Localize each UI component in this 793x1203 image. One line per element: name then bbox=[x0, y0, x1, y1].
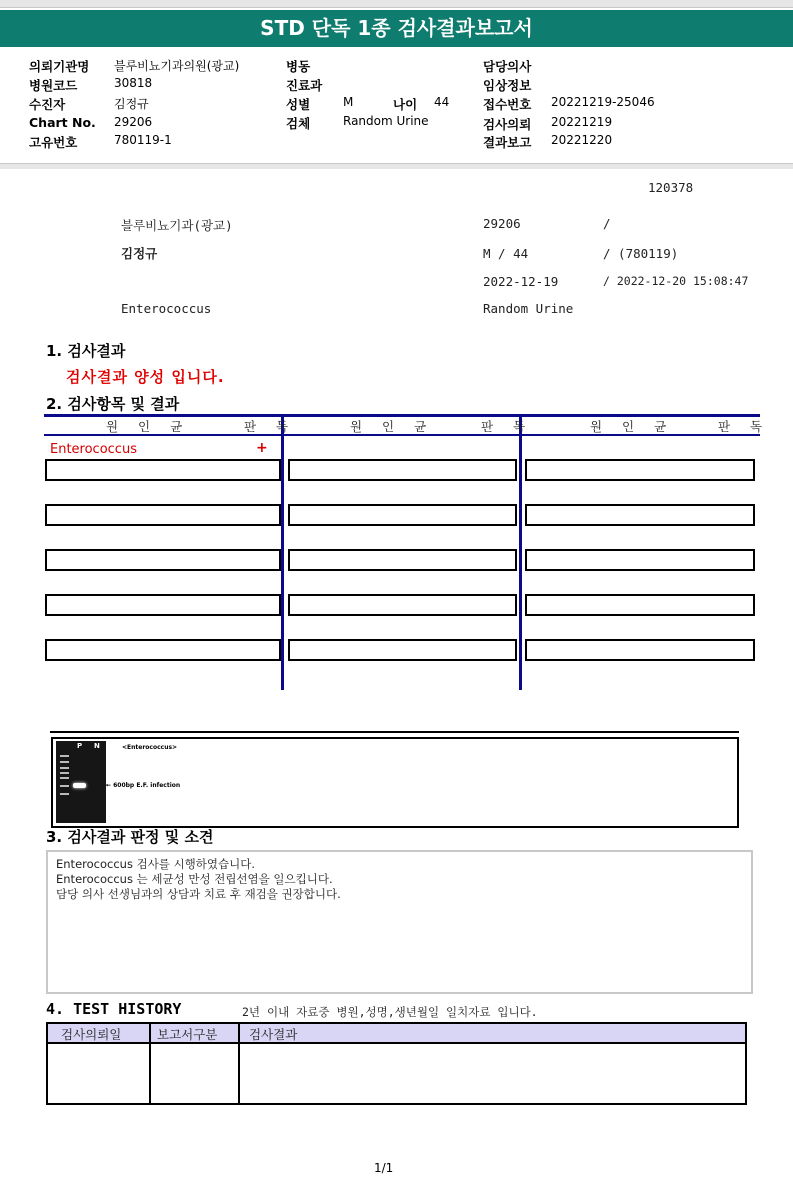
pt-institution: 블루비뇨기과(광교) bbox=[121, 218, 233, 233]
report-title: STD 단독 1종 검사결과보고서 bbox=[0, 10, 793, 47]
gel-title: <Enterococcus> bbox=[122, 744, 178, 751]
grid-col-divider-2 bbox=[519, 414, 522, 690]
clinical-info-label: 임상정보 bbox=[483, 78, 532, 93]
page-number: 1/1 bbox=[374, 1161, 394, 1175]
col2-organism-head: 원 인 균 bbox=[350, 419, 435, 434]
hospital-code-value: 30818 bbox=[114, 76, 153, 90]
result-cell bbox=[288, 639, 517, 661]
hospital-code-label: 병원코드 bbox=[29, 78, 78, 93]
section1-heading: 1. 검사결과 bbox=[46, 342, 126, 360]
pt-report-datetime: / 2022-12-20 15:08:47 bbox=[603, 274, 749, 288]
gel-ladder-band bbox=[60, 793, 69, 795]
gel-band-label: ← 600bp E.F. infection bbox=[106, 782, 181, 789]
gel-ladder-band bbox=[60, 777, 69, 779]
sex-label: 성별 bbox=[286, 97, 311, 112]
receipt-label: 접수번호 bbox=[483, 97, 532, 112]
section3-heading: 3. 검사결과 판정 및 소견 bbox=[46, 828, 214, 846]
section4-heading: 4. TEST HISTORY bbox=[46, 1000, 182, 1018]
organism-name: Enterococcus bbox=[50, 442, 137, 457]
chart-label: Chart No. bbox=[29, 115, 96, 130]
gel-positive-band bbox=[73, 783, 86, 788]
gel-ladder-band bbox=[60, 772, 69, 774]
result-positive-text: 검사결과 양성 입니다. bbox=[66, 368, 225, 386]
report-value: 20221220 bbox=[551, 133, 613, 147]
result-cell bbox=[45, 459, 281, 481]
gel-top-rule bbox=[50, 731, 739, 733]
header-divider bbox=[0, 163, 793, 169]
gel-lane-n: N bbox=[94, 742, 100, 750]
section2-heading: 2. 검사항목 및 결과 bbox=[46, 395, 180, 413]
ward-label: 병동 bbox=[286, 59, 311, 74]
judgment-mark: + bbox=[256, 440, 268, 456]
request-value: 20221219 bbox=[551, 115, 613, 129]
history-col-result: 검사결과 bbox=[249, 1027, 298, 1042]
opinion-box bbox=[46, 850, 753, 994]
pt-test-name: Enterococcus bbox=[121, 301, 212, 316]
col3-judgment-head: 판 독 bbox=[718, 419, 771, 434]
col1-organism-head: 원 인 균 bbox=[106, 419, 191, 434]
pt-sex-age: M / 44 bbox=[483, 246, 529, 261]
col3-organism-head: 원 인 균 bbox=[590, 419, 675, 434]
gel-image bbox=[56, 741, 106, 823]
result-cell bbox=[45, 594, 281, 616]
opinion-line: 담당 의사 선생님과의 상담과 치료 후 재검을 권장합니다. bbox=[56, 887, 341, 901]
gel-ladder-band bbox=[60, 755, 69, 757]
opinion-line: Enterococcus 는 세균성 만성 전립선염을 일으킵니다. bbox=[56, 872, 333, 886]
result-cell bbox=[525, 504, 755, 526]
history-table bbox=[46, 1022, 747, 1105]
request-label: 검사의뢰 bbox=[483, 117, 532, 132]
chart-value: 29206 bbox=[114, 115, 153, 129]
patient-value: 김정규 bbox=[114, 97, 149, 111]
top-strip bbox=[0, 0, 793, 8]
history-col-report-type: 보고서구분 bbox=[157, 1027, 218, 1042]
result-cell bbox=[525, 639, 755, 661]
pt-specimen: Random Urine bbox=[483, 301, 574, 316]
result-cell bbox=[525, 549, 755, 571]
pt-birth: / (780119) bbox=[603, 246, 679, 261]
unique-number-label: 고유번호 bbox=[29, 135, 78, 150]
gel-lane-p: P bbox=[77, 742, 83, 750]
dept-label: 진료과 bbox=[286, 78, 323, 93]
gel-ladder-band bbox=[60, 761, 69, 763]
pt-slash: / bbox=[603, 216, 611, 231]
gel-ladder-band bbox=[60, 785, 69, 787]
col1-judgment-head: 판 독 bbox=[244, 419, 297, 434]
result-cell bbox=[525, 594, 755, 616]
report-number: 120378 bbox=[648, 180, 694, 195]
doctor-label: 담당의사 bbox=[483, 59, 532, 74]
result-cell bbox=[45, 549, 281, 571]
result-cell bbox=[288, 594, 517, 616]
institution-label: 의뢰기관명 bbox=[29, 59, 90, 74]
history-header-row bbox=[48, 1024, 745, 1044]
institution-value: 블루비뇨기과의원(광교) bbox=[114, 59, 240, 73]
history-note: 2년 이내 자료중 병원,성명,생년월일 일치자료 입니다. bbox=[242, 1005, 538, 1019]
result-cell bbox=[288, 549, 517, 571]
sex-value: M bbox=[343, 95, 354, 109]
report-label: 결과보고 bbox=[483, 135, 532, 150]
gel-ladder-band bbox=[60, 767, 69, 769]
col2-judgment-head: 판 독 bbox=[481, 419, 534, 434]
receipt-value: 20221219-25046 bbox=[551, 95, 655, 109]
pt-request-date: 2022-12-19 bbox=[483, 274, 559, 289]
history-col-divider bbox=[238, 1024, 240, 1103]
patient-label: 수진자 bbox=[29, 97, 66, 112]
result-cell bbox=[525, 459, 755, 481]
age-label: 나이 bbox=[393, 97, 418, 112]
history-col-divider bbox=[149, 1024, 151, 1103]
result-cell bbox=[288, 504, 517, 526]
age-value: 44 bbox=[434, 95, 450, 109]
history-col-request-date: 검사의뢰일 bbox=[61, 1027, 122, 1042]
grid-col-divider-1 bbox=[281, 414, 284, 690]
pt-chart: 29206 bbox=[483, 216, 521, 231]
specimen-value: Random Urine bbox=[343, 114, 429, 128]
result-cell bbox=[45, 639, 281, 661]
specimen-label: 검체 bbox=[286, 116, 311, 131]
result-cell bbox=[288, 459, 517, 481]
opinion-line: Enterococcus 검사를 시행하였습니다. bbox=[56, 857, 255, 871]
result-cell bbox=[45, 504, 281, 526]
unique-number-value: 780119-1 bbox=[114, 133, 172, 147]
pt-name: 김정규 bbox=[121, 246, 158, 261]
